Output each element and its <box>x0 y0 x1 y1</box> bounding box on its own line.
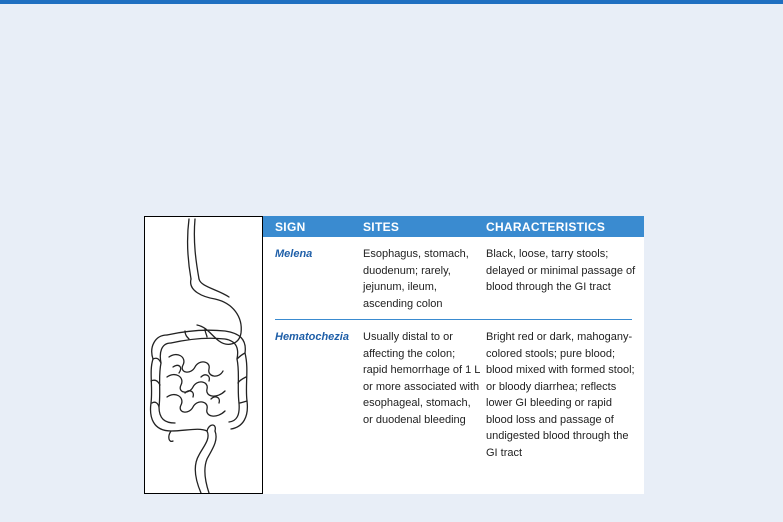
header-characteristics: CHARACTERISTICS <box>486 220 606 234</box>
row-characteristics: Bright red or dark, mahogany-colored stools; pure blood; blood mixed with formed stool; or bloody diarrhea; reflects lower GI bleeding or rapid blood loss and passage of undigested blood through the GI tract <box>486 331 635 459</box>
table-header <box>263 216 644 237</box>
gi-bleeding-figure <box>144 216 644 494</box>
digestive-tract-illustration <box>144 216 263 494</box>
header-sign: SIGN <box>275 220 306 234</box>
row-sign: Melena <box>275 248 313 260</box>
row-divider <box>275 319 632 320</box>
row-sites: Esophagus, stomach, duodenum; rarely, jejunum, ileum, ascending colon <box>363 248 469 310</box>
row-characteristics: Black, loose, tarry stools; delayed or minimal passage of blood through the GI tract <box>486 248 636 293</box>
gi-bleeding-table <box>263 216 644 494</box>
header-sites: SITES <box>363 220 400 234</box>
row-sites: Usually distal to or affecting the colon; rapid hemorrhage of 1 L or more associated with esophageal, stomach, or duodenal bleeding <box>363 331 480 426</box>
top-accent-bar <box>0 0 783 4</box>
digestive-tract-icon <box>145 217 262 493</box>
row-sign: Hematochezia <box>275 331 349 343</box>
